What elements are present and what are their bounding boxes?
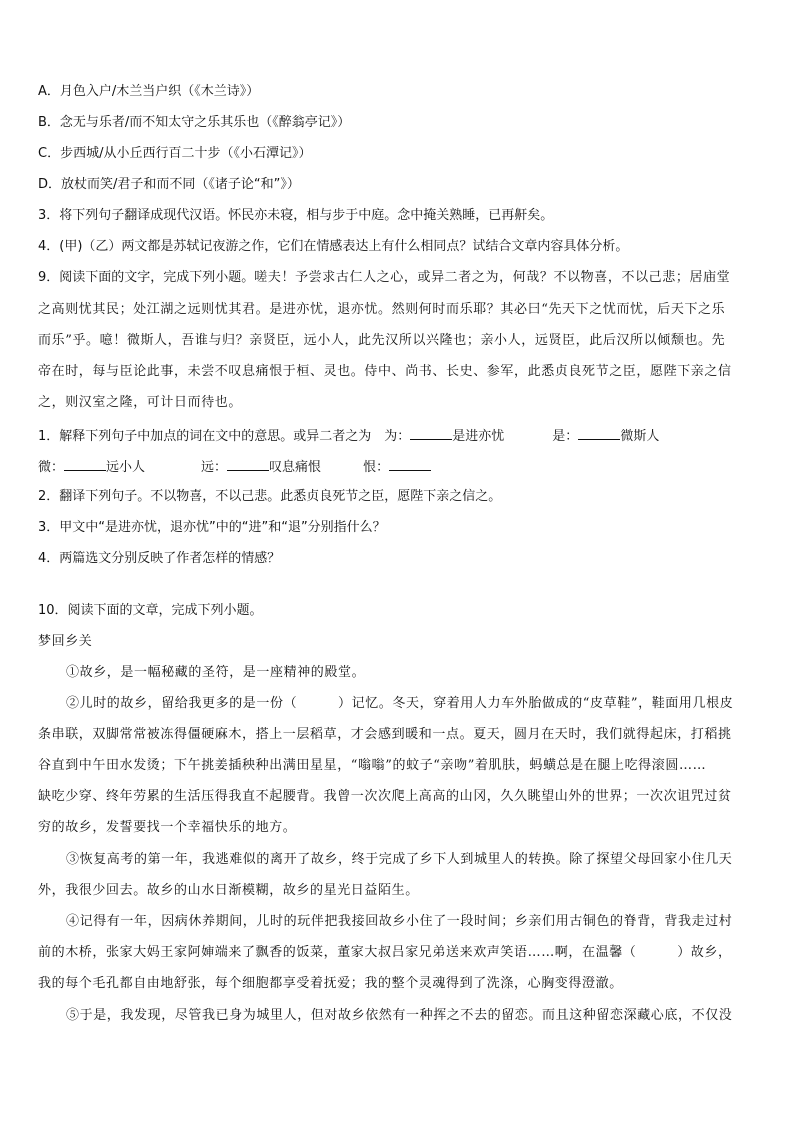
sub1-text: 微： bbox=[38, 460, 65, 475]
paragraph-line: ③恢复高考的第一年，我逃难似的离开了故乡，终于完成了乡下人到城里人的转换。除了探望父母回家小住几天 bbox=[66, 852, 733, 867]
option-d: D．放杖而笑/君子和而不同（《诸子论“和”》） bbox=[38, 177, 300, 192]
sub1-text: 远： bbox=[201, 460, 228, 475]
sub1-text: 微斯人 bbox=[620, 429, 660, 444]
sub1-text: 恨： bbox=[363, 460, 390, 475]
paragraph-line: 穷的故乡，发誓要找一个幸福快乐的地方。 bbox=[38, 820, 297, 835]
question-9-sub1 bbox=[38, 427, 764, 445]
paragraph-line: 条串联，双脚常常被冻得僵硬麻木，搭上一层稻草，才会感到暖和一点。夏天，圆月在天时，我们就得起床，打稻挑 bbox=[38, 727, 732, 742]
paragraph-line: 前的木桥，张家大妈王家阿婶端来了飘香的饭菜，董家大叔吕家兄弟送来欢声笑语……啊，在温馨（ ）故乡， bbox=[38, 945, 732, 960]
question-9-sub2: 2．翻译下列句子。不以物喜，不以己悲。此悉贞良死节之臣，愿陛下亲之信之。 bbox=[38, 489, 502, 504]
paragraph-line: 我的每个毛孔都自由地舒张，每个细胞都享受着抚爱；我的整个灵魂得到了洗涤，心胸变得澄澈。 bbox=[38, 976, 623, 991]
option-b: B．念无与乐者/而不知太守之乐其乐也（《醉翁亭记》） bbox=[38, 115, 351, 130]
paragraph-line: ①故乡，是一幅秘藏的圣符，是一座精神的殿堂。 bbox=[66, 665, 366, 680]
question-item: 4．(甲)（乙）两文都是苏轼记夜游之作，它们在情感表达上有什么相同点？试结合文章内容具体分析。 bbox=[38, 239, 629, 254]
paragraph-line: 外，我很少回去。故乡的山水日渐模糊，故乡的星光日益陌生。 bbox=[38, 883, 419, 898]
answer-blank[interactable] bbox=[389, 458, 431, 471]
question-10-stem: 10．阅读下面的文章，完成下列小题。 bbox=[38, 603, 263, 618]
paragraph-line: ④记得有一年，因病休养期间，儿时的玩伴把我接回故乡小住了一段时间；乡亲们用古铜色的脊背，背我走过村 bbox=[66, 914, 733, 929]
paragraph-line: 缺吃少穿、终年劳累的生活压得我直不起腰背。我曾一次次爬上高高的山冈，久久眺望山外的世界；一次次诅咒过贫 bbox=[38, 789, 732, 804]
answer-blank[interactable] bbox=[578, 427, 620, 440]
sub1-text: 是进亦忧 bbox=[452, 429, 505, 444]
passage-line: 帝在时，每与臣论此事，未尝不叹息痛恨于桓、灵也。侍中、尚书、长史、参军，此悉贞良死节之臣，愿陛下亲之信 bbox=[38, 364, 732, 379]
paragraph-line: 谷直到中午田水发烫；下午挑姜插秧种出满田星星，“嗡嗡”的蚊子“亲吻”着肌肤，蚂蟥总是在腿上吃得滚圆…… bbox=[38, 758, 707, 773]
answer-blank[interactable] bbox=[410, 427, 452, 440]
sub1-text: 1．解释下列句子中加点的词在文中的意思。或异二者之为 为： bbox=[38, 429, 411, 444]
question-9-sub1-cont bbox=[38, 458, 764, 476]
article-title: 梦回乡关 bbox=[38, 634, 93, 649]
passage-line: 之，则汉室之隆，可计日而待也。 bbox=[38, 395, 243, 410]
paragraph-line: ②儿时的故乡，留给我更多的是一份（ ）记忆。冬天，穿着用人力车外胎做成的“皮草鞋”，鞋面用几根皮 bbox=[66, 696, 734, 711]
question-stem: 9．阅读下面的文字，完成下列小题。 bbox=[38, 270, 255, 285]
passage-line: 而乐”乎。噫！微斯人，吾谁与归？亲贤臣，远小人，此先汉所以兴隆也；亲小人，远贤臣，此后汉所以倾颓也。先 bbox=[38, 333, 726, 348]
paragraph-line: ⑤于是，我发现，尽管我已身为城里人，但对故乡依然有一种挥之不去的留恋。而且这种留恋深藏心底，不仅没 bbox=[66, 1008, 733, 1023]
question-item: 3．将下列句子翻译成现代汉语。怀民亦未寝，相与步于中庭。念中掩关熟睡，已再鼾矣。 bbox=[38, 208, 554, 223]
sub1-text: 是： bbox=[552, 429, 579, 444]
passage-line: 嗟夫！予尝求古仁人之心，或异二者之为，何哉？不以物喜，不以己悲；居庙堂 bbox=[254, 270, 731, 285]
question-9-sub3: 3．甲文中“是进亦忧，退亦忧”中的“进”和“退”分别指什么？ bbox=[38, 520, 386, 535]
sub1-text: 远小人 bbox=[106, 460, 146, 475]
option-a: A．月色入户/木兰当户织（《木兰诗》） bbox=[38, 84, 260, 99]
sub1-text: 叹息痛恨 bbox=[269, 460, 322, 475]
answer-blank[interactable] bbox=[227, 458, 269, 471]
passage-line: 之高则忧其民；处江湖之远则忧其君。是进亦忧，退亦忧。然则何时而乐耶？其必曰“先天下之忧而忧，后天下之乐 bbox=[38, 302, 726, 317]
question-9-stem bbox=[38, 270, 764, 286]
answer-blank[interactable] bbox=[64, 458, 106, 471]
question-9-sub4: 4．两篇选文分别反映了作者怎样的情感？ bbox=[38, 551, 281, 566]
option-c: C．步西城/从小丘西行百二十步（《小石潭记》） bbox=[38, 146, 312, 161]
